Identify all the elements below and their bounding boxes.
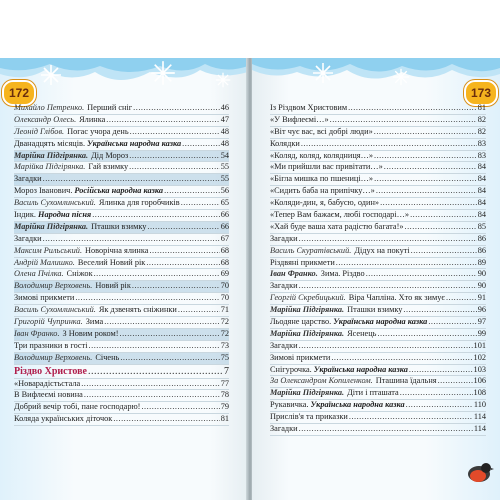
toc-leader-dots — [299, 341, 473, 352]
toc-entry-page: 82 — [477, 114, 486, 124]
toc-entry — [14, 186, 229, 198]
toc-entry-title: Із Різдвом Христовим — [270, 103, 348, 112]
toc-entry-page: 110 — [473, 400, 486, 410]
toc-entry-page: 83 — [477, 150, 486, 160]
toc-entry — [14, 246, 229, 258]
toc-entry-author: Василь Сухомлинський. — [14, 305, 96, 315]
toc-entry — [270, 400, 486, 412]
toc-entry-title: Добрий вечір тобі, пане господарю! — [14, 402, 141, 412]
toc-entry-page: 85 — [477, 221, 486, 231]
toc-entry-title: Зимові прикмети — [14, 293, 75, 303]
toc-entry-note: Українська народна казка — [333, 317, 428, 327]
snowflake-icon — [312, 62, 334, 89]
table-of-contents-left — [14, 103, 229, 426]
snowflake-icon — [40, 64, 62, 91]
toc-entry-page: 84 — [477, 174, 486, 184]
toc-entry-title: Загадки — [270, 233, 298, 243]
toc-entry-page: 68 — [220, 245, 229, 255]
toc-entry-title: Віра Чапліна. Хто як зимує — [348, 293, 445, 303]
toc-entry-title: «Коляд, коляд, колядниця…» — [270, 150, 374, 160]
toc-entry — [270, 139, 486, 151]
toc-leader-dots — [336, 258, 477, 269]
toc-entry-author: Володимир Верховень. — [14, 352, 93, 362]
toc-entry-author: Михайло Петренко. — [14, 103, 85, 112]
toc-entry-author: Марійка Підгірянка. — [14, 150, 89, 160]
toc-leader-dots — [405, 222, 477, 233]
toc-entry — [14, 390, 229, 402]
toc-leader-dots — [374, 151, 477, 162]
toc-entry-title: Гай взимку — [88, 162, 129, 172]
toc-entry-page: 47 — [220, 114, 229, 124]
toc-entry — [270, 151, 486, 163]
toc-entry — [270, 186, 486, 198]
toc-entry-title: Коляда українських діточок — [14, 414, 113, 424]
toc-leader-dots — [299, 234, 477, 245]
toc-entry-title: Загадки — [14, 174, 42, 184]
toc-entry — [14, 414, 229, 426]
toc-entry — [14, 234, 229, 246]
toc-leader-dots — [129, 162, 220, 173]
toc-entry-page: 84 — [477, 162, 486, 172]
toc-entry-author: Олена Пчілка. — [14, 269, 64, 279]
toc-leader-dots — [132, 281, 220, 292]
toc-entry — [270, 210, 486, 222]
toc-leader-dots — [133, 103, 220, 114]
toc-entry-page: 66 — [220, 210, 229, 220]
book-spread — [0, 58, 500, 500]
toc-entry-page: 114 — [473, 412, 486, 422]
toc-entry — [270, 412, 486, 424]
toc-entry-page: 102 — [473, 352, 486, 362]
toc-leader-dots — [403, 305, 476, 316]
toc-entry-page: 99 — [477, 328, 486, 338]
toc-leader-dots — [380, 198, 477, 209]
toc-entry-page: 91 — [477, 293, 486, 303]
toc-entry-page: 55 — [220, 174, 229, 184]
toc-entry-title: «Бігла мишка по пшениці…» — [270, 174, 374, 184]
snowflake-icon — [215, 72, 231, 93]
toc-entry-title: Дідух на покуті — [354, 245, 410, 255]
toc-entry-page: 70 — [220, 281, 229, 291]
toc-entry-title: Погас учора день — [67, 126, 129, 136]
toc-entry — [14, 341, 229, 353]
toc-entry — [270, 376, 486, 388]
toc-entry-title: Дванадцять місяців. — [14, 138, 86, 148]
toc-leader-dots — [406, 400, 473, 411]
toc-entry-page: 70 — [220, 293, 229, 303]
toc-entry-page: 101 — [473, 340, 486, 350]
toc-entry-title: Сніжок — [66, 269, 93, 279]
toc-entry-author: Марійка Підгірянка. — [270, 328, 345, 338]
toc-entry-author: Григорій Чупринка. — [14, 317, 83, 327]
toc-entry-title: «Коляди-дин, я, бабусю, один» — [270, 198, 380, 208]
toc-entry — [14, 115, 229, 127]
toc-entry-author: За Олександром Копиленком. — [270, 376, 373, 386]
toc-entry-page: 86 — [477, 233, 486, 243]
toc-entry-title: Зимові прикмети — [270, 352, 331, 362]
toc-leader-dots — [438, 376, 473, 387]
toc-entry-author: Василь Сухомлинський. — [14, 198, 96, 208]
toc-entry — [14, 162, 229, 174]
toc-entry-title: «Тепер Вам бажаєм, любі господарі…» — [270, 210, 410, 220]
toc-leader-dots — [84, 390, 220, 401]
toc-entry — [270, 353, 486, 365]
toc-entry-page: 46 — [220, 103, 229, 112]
toc-entry-title: Льодяне царство. — [270, 317, 332, 327]
toc-leader-dots — [299, 424, 473, 435]
toc-leader-dots — [129, 151, 219, 162]
toc-leader-dots — [377, 329, 476, 340]
toc-entry-page: 114 — [473, 424, 486, 434]
toc-entry-page: 90 — [477, 269, 486, 279]
toc-entry — [14, 402, 229, 414]
toc-leader-dots — [409, 365, 473, 376]
toc-entry — [270, 258, 486, 270]
toc-leader-dots — [400, 388, 473, 399]
toc-entry-author: Андрій Малишко. — [14, 257, 75, 267]
toc-leader-dots — [88, 365, 223, 378]
toc-entry-title: Ялинка для горобчиків — [98, 198, 180, 208]
toc-leader-dots — [130, 127, 220, 138]
toc-entry — [270, 305, 486, 317]
page-number-right: 173 — [464, 80, 498, 106]
toc-entry-title: Дід Мороз — [91, 150, 129, 160]
toc-leader-dots — [81, 379, 219, 390]
toc-leader-dots — [178, 305, 220, 316]
section-heading — [14, 365, 229, 379]
toc-entry-page: 84 — [477, 198, 486, 208]
toc-entry — [270, 329, 486, 341]
toc-leader-dots — [147, 222, 219, 233]
toc-entry-title: «У Вифлеємі…» — [270, 114, 329, 124]
toc-entry-note: Народна пісня — [37, 210, 92, 220]
toc-entry-page: 103 — [473, 364, 486, 374]
toc-entry-title: Пташки взимку — [347, 305, 403, 315]
toc-entry-title: Як дзвенять сніжинки — [98, 305, 177, 315]
snowflake-icon — [392, 68, 410, 91]
toc-entry-title: Загадки — [14, 233, 42, 243]
toc-entry — [14, 269, 229, 281]
toc-entry-page: 106 — [473, 376, 486, 386]
toc-leader-dots — [374, 174, 477, 185]
toc-entry-page: 72 — [220, 317, 229, 327]
toc-entry — [14, 379, 229, 391]
toc-entry-note: Російська народна казка — [74, 186, 164, 196]
toc-leader-dots — [301, 139, 477, 150]
toc-entry-author: Леонід Глібов. — [14, 126, 65, 136]
toc-leader-dots — [181, 198, 220, 209]
left-page — [0, 58, 248, 500]
page-number-left: 172 — [2, 80, 36, 106]
toc-leader-dots — [89, 341, 220, 352]
toc-entry — [14, 174, 229, 186]
toc-entry-page: 75 — [220, 352, 229, 362]
toc-entry — [270, 234, 486, 246]
toc-entry-title: Перший сніг — [87, 103, 133, 112]
toc-entry — [270, 222, 486, 234]
toc-leader-dots — [92, 210, 220, 221]
toc-entry — [14, 139, 229, 151]
toc-entry — [14, 103, 229, 115]
toc-entry — [14, 151, 229, 163]
toc-entry-title: Рукавичка. — [270, 400, 309, 410]
toc-entry-title: Пташина їдальня — [375, 376, 437, 386]
toc-leader-dots — [411, 246, 477, 257]
toc-entry-title: «Віт чує вас, всі добрі люди» — [270, 126, 373, 136]
toc-entry-page: 78 — [220, 390, 229, 400]
toc-entry-author: Марійка Підгірянка. — [14, 162, 86, 172]
toc-entry-page: 73 — [220, 340, 229, 350]
toc-entry — [14, 293, 229, 305]
toc-leader-dots — [376, 186, 477, 197]
toc-entry-title: «Новарадістьстала — [14, 378, 81, 388]
toc-entry-page: 48 — [220, 138, 229, 148]
toc-entry-page: 90 — [477, 281, 486, 291]
toc-entry-author: Володимир Верховень. — [14, 281, 93, 291]
toc-leader-dots — [410, 210, 477, 221]
toc-leader-dots — [446, 293, 477, 304]
toc-leader-dots — [141, 402, 219, 413]
toc-leader-dots — [120, 353, 219, 364]
toc-entry — [270, 424, 486, 436]
toc-entry-author: Василь Скуратівський. — [270, 245, 352, 255]
toc-entry-title: Мороз Іванович. — [14, 186, 73, 196]
toc-entry — [14, 305, 229, 317]
toc-entry-page: 77 — [220, 378, 229, 388]
toc-entry-title: Три празники в гості — [14, 340, 88, 350]
toc-entry-author: Іван Франко. — [14, 328, 60, 338]
toc-entry-page: 65 — [220, 198, 229, 208]
toc-entry — [270, 127, 486, 139]
toc-entry — [14, 281, 229, 293]
toc-entry — [270, 246, 486, 258]
toc-entry-title: В Вифлеємі новина — [14, 390, 83, 400]
toc-entry-title: Новорічна ялинка — [85, 245, 149, 255]
toc-entry — [270, 365, 486, 377]
toc-entry-title: Січень — [95, 352, 120, 362]
toc-entry-title: Індик. — [14, 210, 36, 220]
toc-entry-title: Загадки — [270, 281, 298, 291]
toc-entry-author: Іван Франко. — [270, 269, 318, 279]
toc-leader-dots — [384, 162, 477, 173]
toc-entry-title: Веселий Новий рік — [77, 257, 146, 267]
toc-entry-page: 84 — [477, 210, 486, 220]
toc-entry — [270, 103, 486, 115]
toc-entry-page: 72 — [220, 328, 229, 338]
toc-entry — [270, 269, 486, 281]
toc-entry — [270, 388, 486, 400]
toc-entry-title: Загадки — [270, 424, 298, 434]
toc-leader-dots — [113, 414, 219, 425]
toc-entry — [270, 162, 486, 174]
snowflake-icon — [150, 60, 176, 91]
toc-leader-dots — [43, 174, 220, 185]
toc-entry-title: Снігурочка. — [270, 364, 312, 374]
toc-entry-author: Олександр Олесь. — [14, 114, 77, 124]
toc-entry — [270, 317, 486, 329]
toc-entry-page: 48 — [220, 126, 229, 136]
toc-entry-title: «Ми прийшли вас привітати…» — [270, 162, 383, 172]
toc-leader-dots — [164, 186, 220, 197]
toc-entry-note: Українська народна казка — [310, 400, 405, 410]
toc-leader-dots — [149, 246, 219, 257]
toc-entry-title: Ялинка — [79, 114, 106, 124]
toc-entry-title: «Хай буде ваша хата радістю багата!» — [270, 221, 404, 231]
toc-leader-dots — [182, 139, 220, 150]
toc-entry-title: «Сидить баба на припічку…» — [270, 186, 375, 196]
toc-entry-page: 83 — [477, 138, 486, 148]
toc-entry-author: Максим Рильський. — [14, 245, 83, 255]
right-winter-banner — [252, 58, 500, 98]
toc-entry — [270, 174, 486, 186]
toc-leader-dots — [374, 127, 477, 138]
toc-entry-page: 79 — [220, 402, 229, 412]
toc-entry-page: 96 — [477, 305, 486, 315]
toc-entry-title: Різдвяні прикмети — [270, 257, 335, 267]
toc-entry-page: 69 — [220, 269, 229, 279]
toc-leader-dots — [428, 317, 476, 328]
toc-entry-title: Зима — [85, 317, 104, 327]
toc-entry-page: 67 — [220, 233, 229, 243]
toc-entry — [270, 281, 486, 293]
toc-entry-page: 86 — [477, 245, 486, 255]
toc-leader-dots — [348, 103, 477, 114]
toc-leader-dots — [331, 353, 472, 364]
toc-entry-title: Колядки — [270, 138, 300, 148]
toc-entry-page: 84 — [477, 186, 486, 196]
toc-entry-title: Новий рік — [95, 281, 131, 291]
toc-entry-page: 55 — [220, 162, 229, 172]
toc-entry-title: Зима. Різдво — [320, 269, 365, 279]
toc-leader-dots — [120, 329, 220, 340]
toc-entry-title: Прислів'я та приказки — [270, 412, 348, 422]
toc-leader-dots — [43, 234, 220, 245]
toc-entry-page: 82 — [477, 126, 486, 136]
toc-entry — [14, 317, 229, 329]
toc-entry — [14, 127, 229, 139]
right-page — [252, 58, 500, 500]
toc-entry-page: 81 — [477, 103, 486, 112]
toc-entry-page: 68 — [220, 257, 229, 267]
toc-entry-author: Георгій Скребицький. — [270, 293, 346, 303]
toc-entry — [14, 258, 229, 270]
toc-entry-note: Українська народна казка — [87, 138, 182, 148]
toc-leader-dots — [104, 317, 220, 328]
toc-leader-dots — [75, 293, 219, 304]
toc-leader-dots — [94, 269, 220, 280]
toc-entry — [14, 210, 229, 222]
table-of-contents-right — [270, 103, 486, 436]
toc-entry-title: Ясенець — [347, 328, 377, 338]
toc-entry-title: Загадки — [270, 340, 298, 350]
toc-entry-note: Українська народна казка — [313, 364, 408, 374]
toc-leader-dots — [106, 115, 219, 126]
toc-entry-page: 97 — [477, 317, 486, 327]
toc-entry — [14, 222, 229, 234]
toc-entry — [14, 329, 229, 341]
toc-entry-title: З Новим роком! — [62, 328, 119, 338]
toc-entry — [270, 115, 486, 127]
toc-entry-title: Пташки взимку — [91, 221, 147, 231]
bullfinch-icon — [464, 456, 494, 491]
toc-entry — [270, 293, 486, 305]
toc-entry — [14, 353, 229, 365]
toc-entry-page: 54 — [220, 150, 229, 160]
toc-entry — [14, 198, 229, 210]
toc-entry-page: 7 — [224, 365, 229, 377]
toc-entry-page: 66 — [220, 221, 229, 231]
toc-entry-author: Марійка Підгірянка. — [14, 221, 89, 231]
toc-leader-dots — [330, 115, 477, 126]
toc-leader-dots — [299, 281, 477, 292]
toc-entry-page: 108 — [473, 388, 486, 398]
toc-entry-page: 71 — [220, 305, 229, 315]
toc-leader-dots — [349, 412, 473, 423]
left-winter-banner — [0, 58, 248, 98]
toc-entry-author: Марійка Підгірянка. — [270, 388, 345, 398]
toc-entry-title: Діти і пташата — [347, 388, 399, 398]
toc-entry-page: 89 — [477, 257, 486, 267]
toc-entry — [270, 198, 486, 210]
toc-entry — [270, 341, 486, 353]
toc-entry-title: Різдво Христове — [14, 365, 87, 377]
toc-leader-dots — [366, 269, 477, 280]
toc-entry-page: 81 — [220, 414, 229, 424]
toc-entry-page: 56 — [220, 186, 229, 196]
toc-leader-dots — [146, 258, 219, 269]
toc-entry-author: Марійка Підгірянка. — [270, 305, 345, 315]
